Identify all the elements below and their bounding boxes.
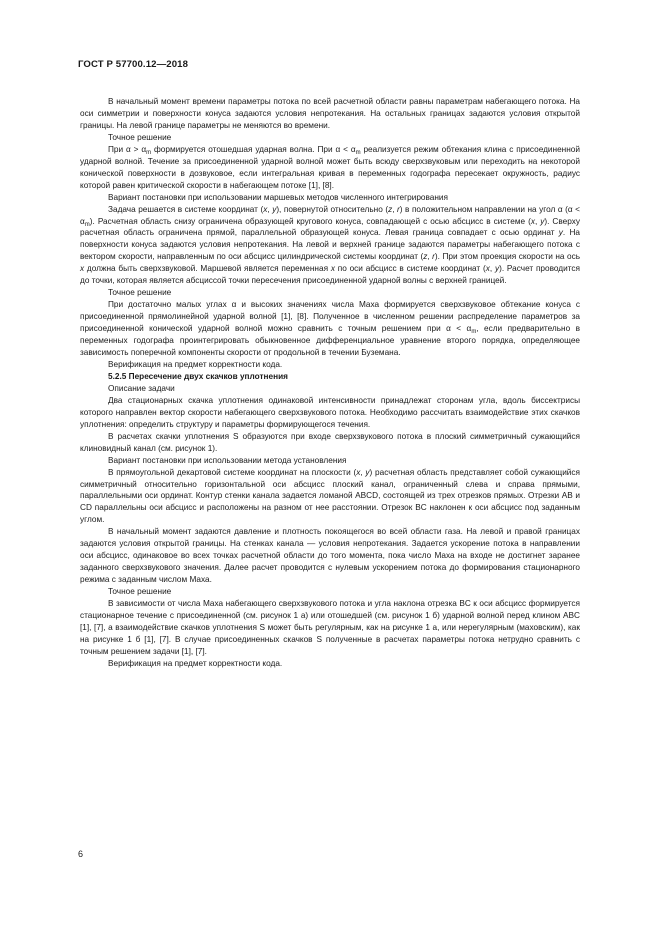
- paragraph: В начальный момент задаются давление и плотность покоящегося во всей области газа. На левой и правой границах задаются условия открытой границы. На стенках канала — условия непротекания. Задается ускорение потока в направлении оси абсцисс, одинаковое во всех точках расчетной области до того момента, пока число Маха на входе не достигнет заранее заданного сверхзвукового значения. Далее расчет проводится с нулевым ускорением потока до формирования стационарного режима с заданным числом Маха.: [80, 527, 580, 585]
- paragraph: В зависимости от числа Маха набегающего сверхзвукового потока и угла наклона отрезка BC к оси абсцисс формируется стационарное течение с присоединенной (см. рисунок 1 а) или отошедшей (см. рисунок 1 б) ударной волной перед клином ABC [1], [7], а взаимодействие скачков уплотнения S может быть регулярным, как на рисунке 1 а, или нерегулярным (маховским), как на рисунке 1 б [1], [7]. В случае присоединенных скачков S полученные в расчетах параметры потока нетрудно сравнить с точным решением задачи [1], [7].: [80, 599, 580, 656]
- paragraph: При $\alpha > \alpha_m$ формируется отошедшая ударная волна. При $\alpha < \alpha_m$ реализуется режим обтекания клина с присоединенной ударной волной. Течение за присоединенной ударной волной может быть всюду сверхзвуковым или переходить на некоторой конической поверхности в дозвуковое, если интегральная кривая в переменных годографа пересекает окружность, радиус которой равен критической скорости в набегающем потоке [1], [8].: [80, 144, 580, 190]
- paragraph: В расчетах скачки уплотнения S образуются при входе сверхзвукового потока в плоский симметричный сужающийся клиновидный канал (см. рисунок 1).: [80, 431, 580, 453]
- paragraph: Два стационарных скачка уплотнения одинаковой интенсивности принадлежат сторонам угла, вдоль биссектрисы которого направлен вектор скорости набегающего сверхзвукового потока. Необходимо рассчитать взаимодействие этих скачков уплотнения: определить структуру и параметры формирующегося течения.: [80, 395, 580, 429]
- body-text: [80, 96, 580, 670]
- paragraph-heading: Точное решение: [108, 288, 172, 298]
- paragraph-heading: Вариант постановки при использовании маршевых методов численного интегрирования: [108, 192, 449, 202]
- section-heading: 5.2.5 Пересечение двух скачков уплотнения: [108, 371, 288, 381]
- standard-header: ГОСТ Р 57700.12—2018: [78, 59, 189, 70]
- paragraph: Задача решается в системе координат (x, y), повернутой относительно (z, r) в положительном направлении на угол α $(\alpha < \alpha_m)$. Расчетная область снизу ограничена образующей кругового конуса, совпадающей с осью абсцисс в системе (x, y). Сверху расчетная область ограничена прямой, параллельной образующей конуса. Левая граница совпадает с осью ординат y. На поверхности конуса задаются условия непротекания. На левой и верхней границе задаются параметры набегающего потока с вектором скорости, направленным по оси абсцисс цилиндрической системы координат (z, r). При этом проекция скорости на ось x должна быть сверхзвуковой. Маршевой является переменная x по оси абсцисс в системе координат (x, y). Расчет проводится до точки, которая является абсциссой точки пересечения присоединенной ударной волны с верхней границей.: [80, 204, 581, 286]
- paragraph: При достаточно малых углах α и высоких значениях числа Маха формируется сверхзвуковое обтекание конуса с присоединенной прямолинейной ударной волной [1], [8]. Полученное в численном решении распределение параметров за присоединенной конической ударной волной можно сравнить с точным решением при $\alpha < \alpha_m$, если предварительно в переменных годографа проинтегрировать обыкновенное дифференциальное уравнение второго порядка, определяющее зависимость поперечной компоненты скорости от продольной в течении Буземана.: [80, 300, 580, 358]
- paragraph-heading: Описание задачи: [108, 383, 175, 393]
- paragraph-heading: Вариант постановки при использовании метода установления: [108, 455, 347, 465]
- paragraph-heading: Точное решение: [108, 132, 172, 142]
- paragraph: В прямоугольной декартовой системе координат на плоскости (x, y) расчетная область представляет собой сужающийся симметричный относительно горизонтальной оси абсцисс плоский канал, ограниченный слева и справа прямыми, параллельными оси ординат. Контур стенки канала задается ломаной ABCD, состоящей из трех отрезков прямых. Отрезки AB и CD параллельны оси абсцисс и расположены на разном от нее расстоянии. Отрезок BC наклонен к оси абсцисс под заданным углом.: [80, 467, 581, 525]
- paragraph-heading: Верификация на предмет корректности кода.: [108, 359, 283, 369]
- page-number: 6: [78, 849, 84, 859]
- paragraph-heading: Точное решение: [108, 587, 172, 597]
- paragraph-heading: Верификация на предмет корректности кода.: [108, 658, 283, 668]
- paragraph: В начальный момент времени параметры потока по всей расчетной области равны параметрам набегающего потока. На оси симметрии и поверхности конуса задаются условия непротекания. На остальных границах задаются условия открытой границы. На левой границе параметры не меняются во времени.: [80, 97, 580, 130]
